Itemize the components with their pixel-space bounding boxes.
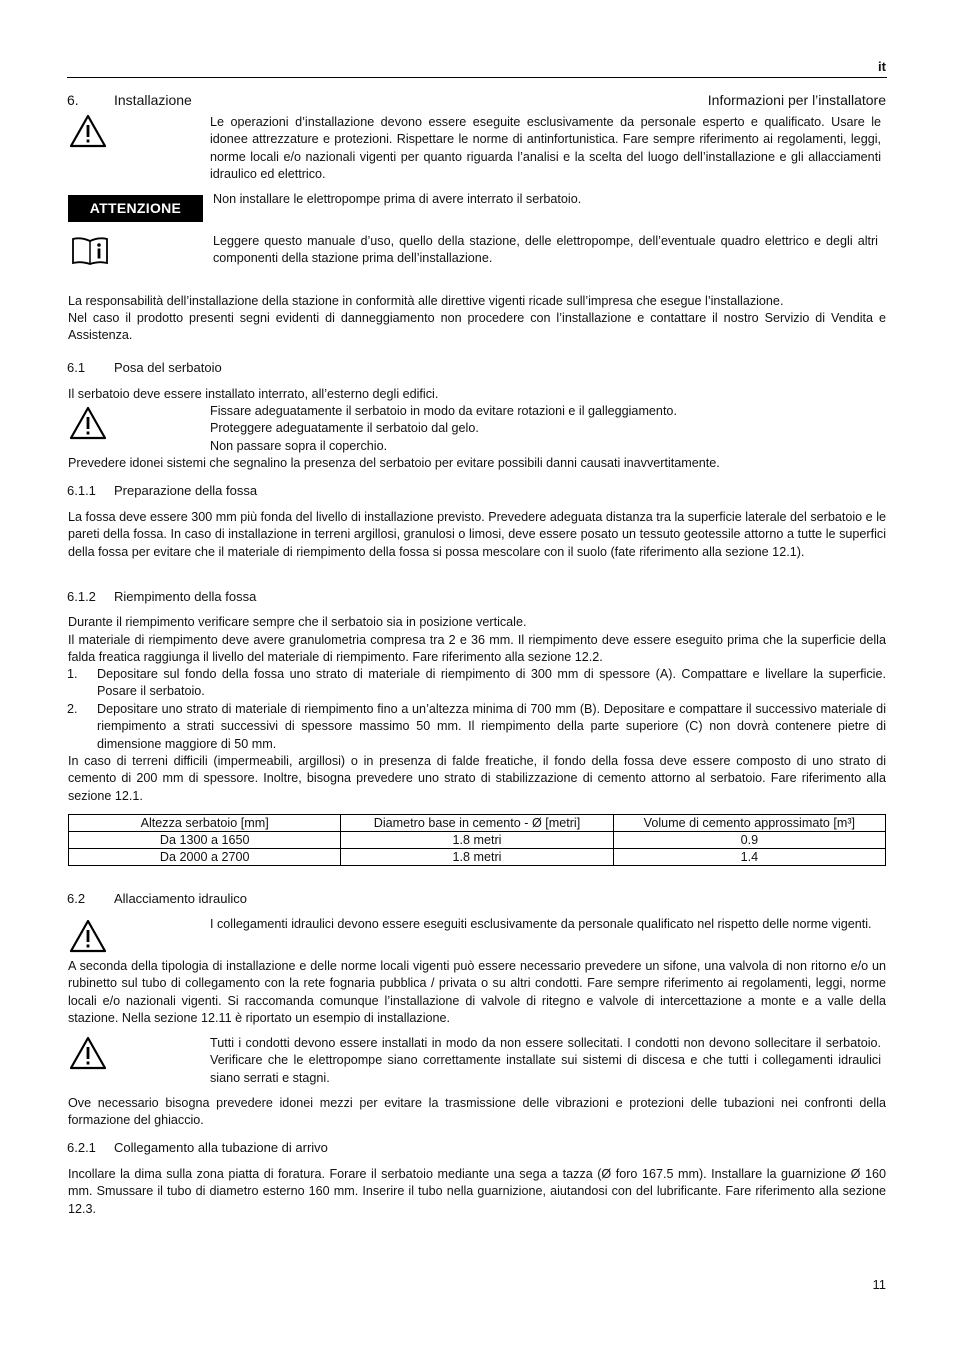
table-cell: Da 2000 a 2700 bbox=[69, 849, 341, 866]
list-number: 2. bbox=[67, 702, 78, 716]
subsection-number: 6.2 bbox=[67, 891, 86, 906]
subsection-number: 6.1 bbox=[67, 360, 86, 375]
table-cell: 1.4 bbox=[613, 849, 885, 866]
subsection-title: Allacciamento idraulico bbox=[114, 891, 247, 906]
paragraph: Prevedere idonei sistemi che segnalino la presenza del serbatoio per evitare possibili danni causati inavvertitamente. bbox=[68, 456, 720, 470]
subsection-number: 6.2.1 bbox=[67, 1140, 96, 1155]
paragraph: Durante il riempimento verificare sempre che il serbatoio sia in posizione verticale. bbox=[68, 615, 527, 629]
warning-text: Tutti i condotti devono essere installati in modo da non essere sollecitati. I condotti non devono sollecitare il serbatoio. Verificare che le elettropompe siano correttamente installate sui sistemi di discesa e che tutti i collegamenti idraulici siano serrati e stagni. bbox=[210, 1036, 881, 1085]
paragraph: In caso di terreni difficili (impermeabili, argillosi) o in presenza di falde freatiche, il fondo della fossa deve essere composto di uno strato di cemento di 200 mm di spessore. Inoltre, bisogna prevedere uno strato di stabilizzazione di cemento attorno al serbatoio. Fare riferimento alla sezione 12.1. bbox=[68, 754, 886, 803]
language-code: it bbox=[878, 59, 886, 74]
list-number: 1. bbox=[67, 667, 78, 681]
table-cell: 1.8 metri bbox=[341, 849, 613, 866]
warning-icon bbox=[69, 114, 107, 148]
subsection-number: 6.1.2 bbox=[67, 589, 96, 604]
concrete-table bbox=[68, 814, 886, 866]
paragraph: Incollare la dima sulla zona piatta di foratura. Forare il serbatoio mediante una sega a tazza (Ø foro 167.5 mm). Installare la guarnizione Ø 160 mm. Smussare il tubo di diametro esterno 160 mm. Inserire il tubo nella guarnizione, aiutandosi con del lubrificante. Fare riferimento alla sezione 12.3. bbox=[68, 1167, 886, 1216]
table-row bbox=[69, 849, 886, 866]
paragraph: Ove necessario bisogna prevedere idonei mezzi per evitare la trasmissione delle vibrazioni e protezioni delle tubazioni nei confronti della formazione del ghiaccio. bbox=[68, 1096, 886, 1128]
warning-line: Non passare sopra il coperchio. bbox=[210, 439, 388, 453]
warning-icon bbox=[69, 919, 107, 953]
subsection-title: Collegamento alla tubazione di arrivo bbox=[114, 1140, 328, 1155]
table-cell: 0.9 bbox=[613, 832, 885, 849]
attention-text: Non installare le elettropompe prima di avere interrato il serbatoio. bbox=[213, 192, 582, 206]
paragraph: A seconda della tipologia di installazione e delle norme locali vigenti può essere necessario prevedere un sifone, una valvola di non ritorno e/o un rubinetto sul tubo di collegamento con la rete fognaria pubblica / privata o su altri condotti. Fare sempre riferimento ai regolamenti, leggi, norme locali e/o nazionali vigenti. Si raccomanda comunque l’installazione di valvole di ritegno e valvole di intercettazione a monte e a valle della stazione. Nella sezione 12.11 è riportato un esempio di installazione. bbox=[68, 959, 886, 1026]
warning-icon bbox=[69, 406, 107, 440]
section-audience: Informazioni per l’installatore bbox=[707, 92, 886, 108]
warning-line: Proteggere adeguatamente il serbatoio dal gelo. bbox=[210, 421, 479, 435]
warning-line: Fissare adeguatamente il serbatoio in modo da evitare rotazioni e il galleggiamento. bbox=[210, 404, 677, 418]
subsection-title: Preparazione della fossa bbox=[114, 483, 258, 498]
subsection-title: Posa del serbatoio bbox=[114, 360, 222, 375]
paragraph: Il serbatoio deve essere installato interrato, all’esterno degli edifici. bbox=[68, 387, 439, 401]
table-header-row bbox=[69, 815, 886, 832]
paragraph: Il materiale di riempimento deve avere granulometria compresa tra 2 e 36 mm. Il riempimento deve essere eseguito prima che la superficie della falda freatica raggiunga il livello del materiale di riempimento. Fare riferimento alla sezione 12.2. bbox=[68, 633, 886, 665]
table-header: Diametro base in cemento - Ø [metri] bbox=[341, 815, 613, 832]
table-header: Volume di cemento approssimato [m³] bbox=[613, 815, 885, 832]
section-title: Installazione bbox=[114, 92, 192, 108]
paragraph: La fossa deve essere 300 mm più fonda del livello di installazione previsto. Prevedere adeguata distanza tra la superficie laterale del serbatoio e le pareti della fossa. In caso di installazione in terreni argillosi, granulosi o limosi, deve essere posato un tessuto geotessile attorno a tutte le superfici della fossa per evitare che il materiale di riempimento della fossa si possa mescolare con il suolo (fate riferimento alla sezione 12.1). bbox=[68, 510, 886, 559]
page-number: 11 bbox=[872, 1277, 886, 1292]
subsection-number: 6.1.1 bbox=[67, 483, 96, 498]
table-row bbox=[69, 832, 886, 849]
list-item: Depositare sul fondo della fossa uno strato di materiale di riempimento di 300 mm di spessore (A). Compattare e livellare la superficie. Posare il serbatoio. bbox=[97, 667, 886, 699]
table-cell: 1.8 metri bbox=[341, 832, 613, 849]
table-header: Altezza serbatoio [mm] bbox=[69, 815, 341, 832]
table-cell: Da 1300 a 1650 bbox=[69, 832, 341, 849]
header-rule bbox=[67, 77, 887, 78]
read-manual-icon bbox=[71, 236, 109, 266]
installation-warning-text: Le operazioni d’installazione devono essere eseguite esclusivamente da personale esperto e qualificato. Usare le idonee attrezzature e protezioni. Rispettare le norme di antinfortunistica. Fare sempre riferimento ai regolamenti, leggi, norme locali e/o nazionali vigenti per quanto riguarda l’analisi e la scelta del luogo dell’installazione e gli allacciamenti idraulico ed elettrico. bbox=[210, 115, 881, 182]
subsection-title: Riempimento della fossa bbox=[114, 589, 257, 604]
warning-text: I collegamenti idraulici devono essere eseguiti esclusivamente da personale qualificato nel rispetto delle norme vigenti. bbox=[210, 917, 872, 931]
attention-badge: ATTENZIONE bbox=[68, 195, 203, 222]
warning-icon bbox=[69, 1036, 107, 1070]
section-number: 6. bbox=[67, 92, 79, 108]
responsibility-paragraph: La responsabilità dell’installazione della stazione in conformità alle direttive vigenti ricade sull’impresa che esegue l’installazione. bbox=[68, 294, 784, 308]
read-manual-text: Leggere questo manuale d’uso, quello della stazione, delle elettropompe, dell’eventuale quadro elettrico e degli altri componenti della stazione prima dell’installazione. bbox=[213, 234, 878, 266]
list-item: Depositare uno strato di materiale di riempimento fino a un’altezza minima di 700 mm (B). Depositare e compattare il successivo materiale di riempimento a strati successivi di spessore massimo 50 mm. Il riempimento della parte superiore (C) non dovrà contenere pietre di dimensione maggiore di 50 mm. bbox=[97, 702, 886, 751]
damage-paragraph: Nel caso il prodotto presenti segni evidenti di danneggiamento non procedere con l’installazione e contattare il nostro Servizio di Vendita e Assistenza. bbox=[68, 311, 886, 343]
